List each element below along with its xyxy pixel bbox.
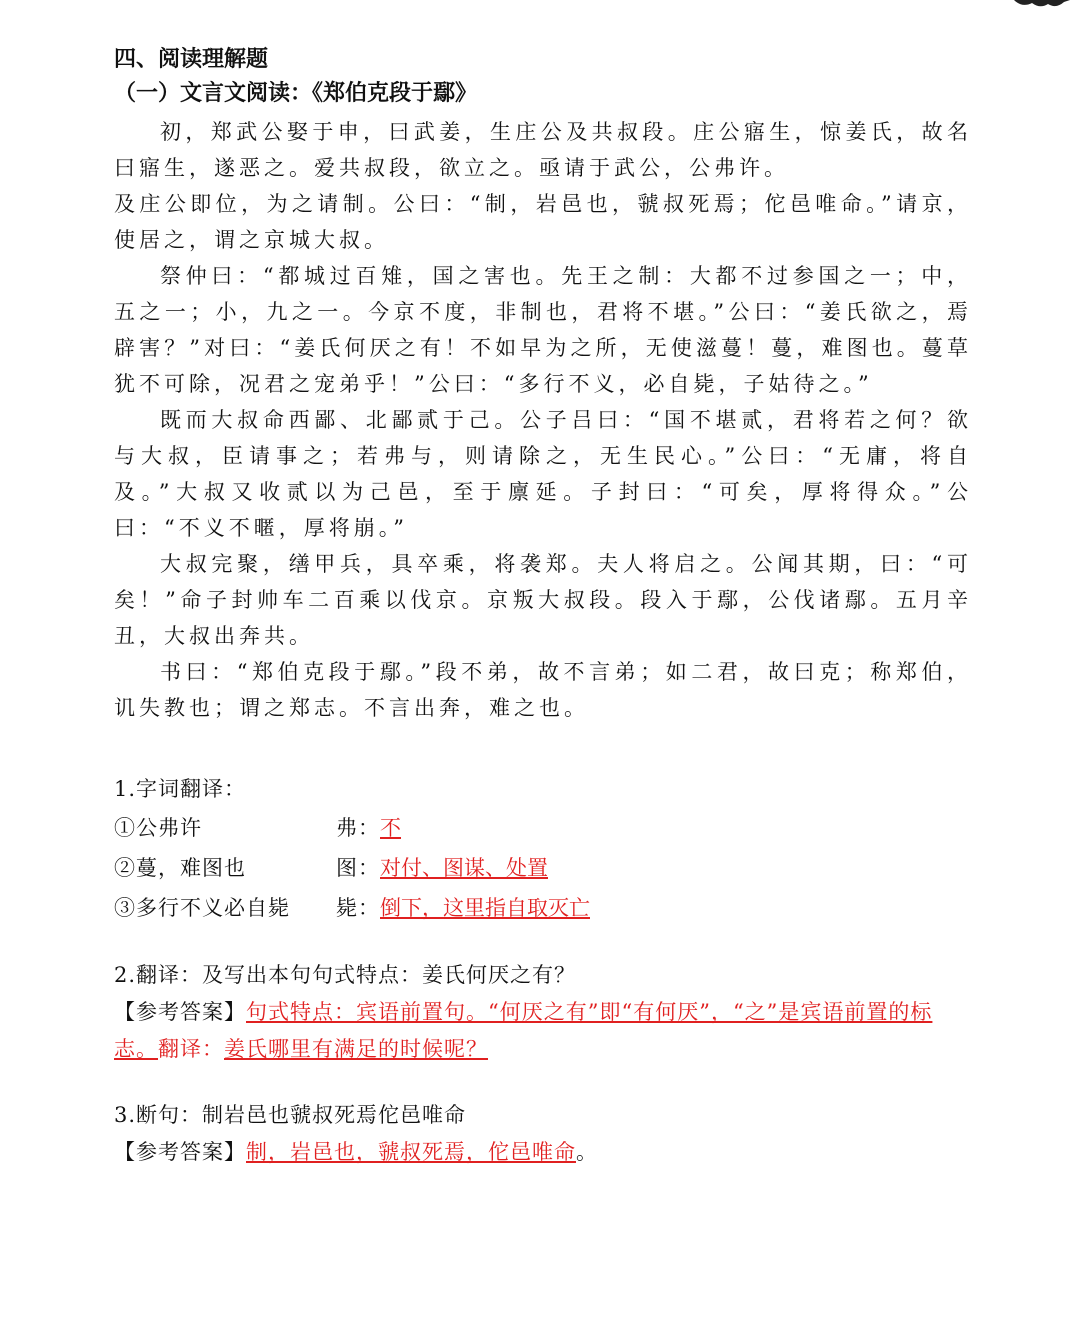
section-title: 四、阅读理解题 bbox=[114, 46, 269, 72]
passage-paragraph: 祭仲曰：“都城过百雉，国之害也。先王之制：大都不过参国之一；中，五之一；小，九之一。今京不度，非制也，君将不堪。”公曰：“姜氏欲之，焉辟害？”对曰：“姜氏何厌之有！不如早为之所，无使滋蔓！蔓，难图也。蔓草犹不可除，况君之宠弟乎！”公曰：“多行不义，必自毙，子姑待之。” bbox=[114, 264, 972, 396]
passage-paragraph: 及庄公即位，为之请制。公曰：“制，岩邑也，虢叔死焉；佗邑唯命。”请京，使居之，谓之京城大叔。 bbox=[114, 192, 972, 252]
question-3-answer bbox=[114, 1134, 972, 1171]
passage-paragraph: 既而大叔命西鄙、北鄙贰于己。公子吕曰：“国不堪贰，君将若之何？欲与大叔，臣请事之；若弗与，则请除之，无生民心。”公曰：“无庸，将自及。”大叔又收贰以为己邑，至于廪延。子封曰：“可矣，厚将得众。”公曰：“不义不暱，厚将崩。” bbox=[114, 408, 972, 540]
answer-label: 【参考答案】 bbox=[114, 1000, 246, 1024]
passage-paragraph: 大叔完聚，缮甲兵，具卒乘，将袭郑。夫人将启之。公闻其期，曰：“可矣！”命子封帅车二百乘以伐京。京叛大叔段。段入于鄢，公伐诸鄢。五月辛丑，大叔出奔共。 bbox=[114, 552, 972, 648]
question-3-title: 3.断句：制岩邑也虢叔死焉佗邑唯命 bbox=[114, 1103, 467, 1127]
vocab-phrase: ②蔓，难图也 bbox=[114, 856, 246, 880]
vocab-item bbox=[114, 848, 972, 888]
answer-text: 制，岩邑也，虢叔死焉，佗邑唯命 bbox=[246, 1140, 576, 1164]
answer-text: 句式特点：宾语前置句。“何厌之有”即“有何厌”，“之”是宾语前置的标志。 bbox=[114, 1000, 933, 1061]
vocab-item bbox=[114, 888, 972, 928]
vocab-char: 图： bbox=[336, 856, 380, 880]
vocab-char: 弗： bbox=[336, 816, 380, 840]
vocab-answer: 倒下，这里指自取灭亡 bbox=[380, 896, 590, 920]
answer-tail: 。 bbox=[576, 1140, 598, 1164]
answer-text: 姜氏哪里有满足的时候呢？ bbox=[224, 1037, 488, 1061]
document-page bbox=[114, 42, 972, 1171]
answer-label: 【参考答案】 bbox=[114, 1140, 246, 1164]
vocab-answer: 对付、图谋、处置 bbox=[380, 856, 548, 880]
question-1-title: 1.字词翻译： bbox=[114, 777, 247, 801]
question-3 bbox=[114, 1096, 972, 1171]
question-2-answer bbox=[114, 994, 972, 1068]
passage-subtitle: （一）文言文阅读：《郑伯克段于鄢》 bbox=[114, 80, 478, 106]
question-2 bbox=[114, 956, 972, 1068]
answer-text: 翻译： bbox=[158, 1037, 224, 1061]
classical-passage bbox=[114, 114, 972, 726]
passage-paragraph: 书曰：“郑伯克段于鄢。”段不弟，故不言弟；如二君，故曰克；称郑伯，讥失教也；谓之郑志。不言出奔，难之也。 bbox=[114, 660, 972, 720]
question-1 bbox=[114, 770, 972, 928]
vocab-item bbox=[114, 808, 972, 848]
corner-decoration-icon bbox=[1012, 0, 1072, 10]
vocab-phrase: ③多行不义必自毙 bbox=[114, 896, 290, 920]
question-2-title: 2.翻译：及写出本句句式特点：姜氏何厌之有？ bbox=[114, 963, 577, 987]
vocab-phrase: ①公弗许 bbox=[114, 816, 202, 840]
passage-paragraph: 初，郑武公娶于申，曰武姜，生庄公及共叔段。庄公寤生，惊姜氏，故名曰寤生，遂恶之。爱共叔段，欲立之。亟请于武公，公弗许。 bbox=[114, 120, 972, 180]
vocab-answer: 不 bbox=[380, 816, 401, 840]
vocab-char: 毙： bbox=[336, 896, 380, 920]
